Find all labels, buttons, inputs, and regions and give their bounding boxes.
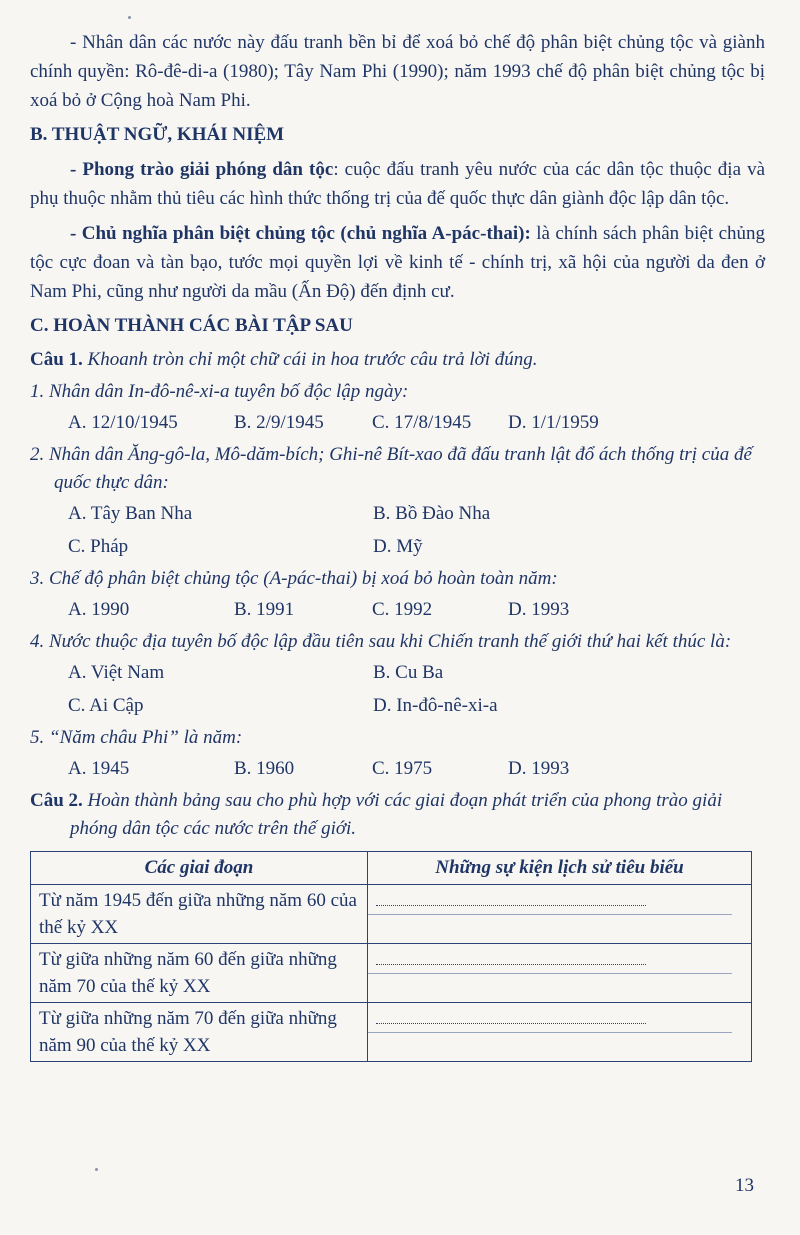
header-stages: Các giai đoạn bbox=[31, 852, 368, 885]
question-3-options bbox=[30, 593, 765, 626]
term-definition bbox=[30, 219, 765, 306]
option[interactable]: B. 2/9/1945 bbox=[234, 412, 324, 433]
intro-paragraph: - Nhân dân các nước này đấu tranh bền bỉ để xoá bỏ chế độ phân biệt chủng tộc và giành chính quyền: Rô-đê-di-a (1980); Tây Nam Phi (1990); năm 1993 chế độ phân biệt chủng tộc bị xoá bỏ ở Cộng hoà Nam Phi. bbox=[30, 32, 765, 111]
table-row bbox=[31, 885, 752, 944]
question-2-options-row2 bbox=[30, 530, 765, 563]
option[interactable]: C. 17/8/1945 bbox=[372, 412, 472, 433]
option[interactable]: D. In-đô-nê-xi-a bbox=[373, 695, 498, 716]
option[interactable]: A. Việt Nam bbox=[68, 662, 165, 683]
question-2: 2. Nhân dân Ăng-gô-la, Mô-dăm-bích; Ghi-nê Bít-xao đã đấu tranh lật đổ ách thống trị của đế quốc thực dân: bbox=[30, 444, 752, 493]
table-header-row bbox=[31, 852, 752, 885]
term-name: - Phong trào giải phóng dân tộc bbox=[70, 159, 334, 180]
stages-table bbox=[30, 851, 752, 1062]
answer-rule-line bbox=[368, 1032, 732, 1033]
answer-rule-line bbox=[368, 973, 732, 974]
stage-cell: Từ năm 1945 đến giữa những năm 60 của thế kỷ XX bbox=[31, 885, 368, 944]
question-1-options bbox=[30, 406, 765, 439]
cau2-instruction bbox=[30, 787, 765, 843]
option[interactable]: D. 1993 bbox=[508, 599, 570, 620]
question-5: 5. “Năm châu Phi” là năm: bbox=[30, 727, 243, 748]
paper-speck bbox=[128, 16, 131, 19]
option[interactable]: B. 1991 bbox=[234, 599, 295, 620]
answer-cell[interactable] bbox=[368, 944, 752, 1003]
option[interactable]: C. Ai Cập bbox=[68, 695, 144, 716]
option[interactable]: D. 1993 bbox=[508, 758, 570, 779]
question-1: 1. Nhân dân In-đô-nê-xi-a tuyên bố độc lập ngày: bbox=[30, 381, 409, 402]
cau2-text: Hoàn thành bảng sau cho phù hợp với các giai đoạn phát triển của phong trào giải phóng dân tộc các nước trên thế giới. bbox=[70, 790, 723, 839]
answer-dotted-line bbox=[376, 887, 646, 906]
cau1-label: Câu 1. bbox=[30, 349, 83, 370]
question-2-options-row1 bbox=[30, 497, 765, 530]
answer-rule-line bbox=[368, 914, 732, 915]
question-5-options bbox=[30, 752, 765, 785]
section-b-title: B. THUẬT NGỮ, KHÁI NIỆM bbox=[30, 124, 285, 145]
option[interactable]: B. 1960 bbox=[234, 758, 295, 779]
answer-dotted-line bbox=[376, 946, 646, 965]
term-text: : cuộc đấu tranh yêu nước của các dân tộc thuộc địa và phụ thuộc nhằm thủ tiêu các hình thức thống trị của đế quốc thực dân giành độc lập dân tộc. bbox=[30, 159, 766, 209]
option[interactable]: A. Tây Ban Nha bbox=[68, 503, 193, 524]
question-4-options-row2 bbox=[30, 689, 765, 722]
option[interactable]: D. Mỹ bbox=[373, 536, 423, 557]
option[interactable]: C. Pháp bbox=[68, 536, 129, 557]
cau1-text: Khoanh tròn chỉ một chữ cái in hoa trước câu trả lời đúng. bbox=[87, 349, 538, 370]
table-row bbox=[31, 944, 752, 1003]
term-text: là chính sách phân biệt chủng tộc cực đoan và tàn bạo, tước mọi quyền lợi về kinh tế - chính trị, xã hội của người da đen ở Nam Phi, cũng như người da mầu (Ấn Độ) đến định cư. bbox=[30, 223, 765, 302]
option[interactable]: A. 12/10/1945 bbox=[68, 412, 178, 433]
cau1-instruction bbox=[30, 346, 765, 374]
question-4: 4. Nước thuộc địa tuyên bố độc lập đầu tiên sau khi Chiến tranh thế giới thứ hai kết thúc là: bbox=[30, 631, 732, 652]
answer-dotted-line bbox=[376, 1005, 646, 1024]
option[interactable]: C. 1992 bbox=[372, 599, 433, 620]
cau2-label: Câu 2. bbox=[30, 790, 83, 811]
page-content bbox=[30, 28, 765, 1062]
table-row bbox=[31, 1003, 752, 1062]
paper-speck bbox=[95, 1168, 98, 1171]
option[interactable]: A. 1990 bbox=[68, 599, 130, 620]
option[interactable]: C. 1975 bbox=[372, 758, 433, 779]
page-number: 13 bbox=[735, 1175, 754, 1196]
section-c-title: C. HOÀN THÀNH CÁC BÀI TẬP SAU bbox=[30, 315, 353, 336]
term-name: - Chủ nghĩa phân biệt chủng tộc (chủ nghĩa A-pác-thai): bbox=[70, 223, 531, 244]
option[interactable]: D. 1/1/1959 bbox=[508, 412, 599, 433]
option[interactable]: B. Bồ Đào Nha bbox=[373, 503, 491, 524]
option[interactable]: A. 1945 bbox=[68, 758, 130, 779]
stage-cell: Từ giữa những năm 60 đến giữa những năm 70 của thế kỷ XX bbox=[31, 944, 368, 1003]
stage-cell: Từ giữa những năm 70 đến giữa những năm 90 của thế kỷ XX bbox=[31, 1003, 368, 1062]
question-3: 3. Chế độ phân biệt chủng tộc (A-pác-thai) bị xoá bỏ hoàn toàn năm: bbox=[30, 568, 558, 589]
option[interactable]: B. Cu Ba bbox=[373, 662, 444, 683]
header-events: Những sự kiện lịch sử tiêu biểu bbox=[368, 852, 752, 885]
answer-cell[interactable] bbox=[368, 1003, 752, 1062]
answer-cell[interactable] bbox=[368, 885, 752, 944]
term-definition bbox=[30, 155, 765, 213]
question-4-options-row1 bbox=[30, 656, 765, 689]
